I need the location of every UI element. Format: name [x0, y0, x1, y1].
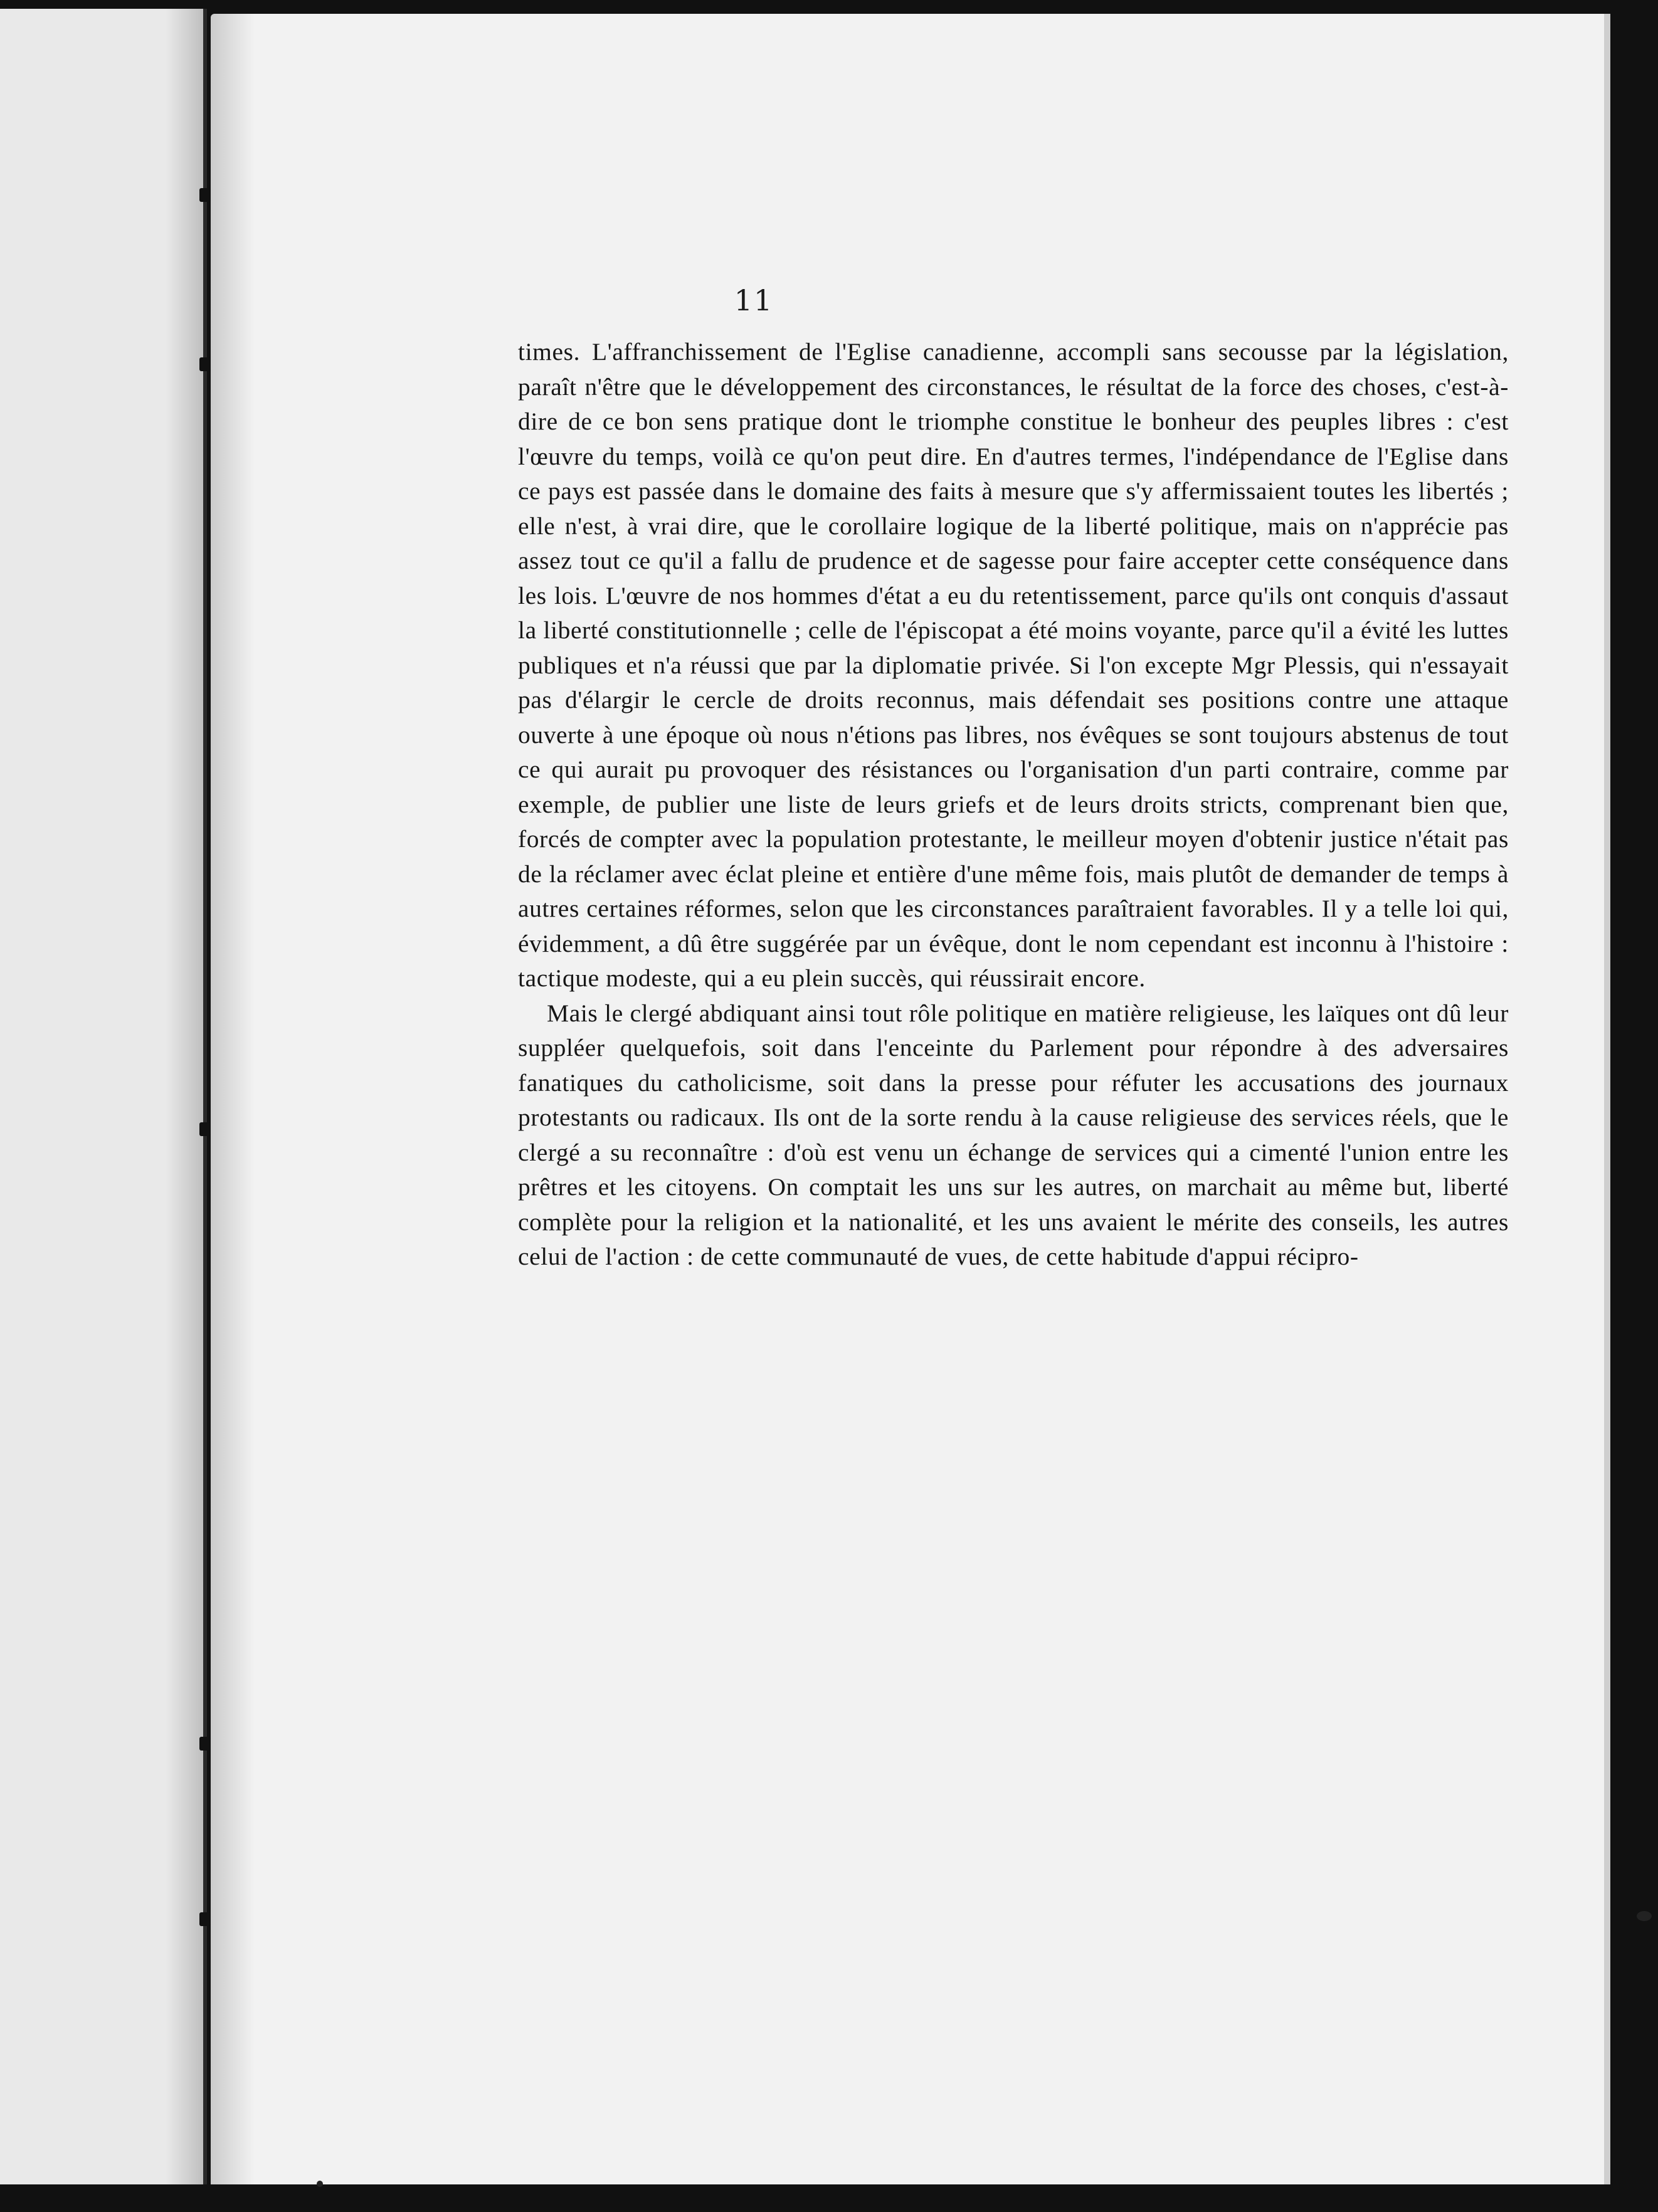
- scan-speck: [317, 2181, 323, 2187]
- book-page: [211, 14, 1610, 2184]
- page-right-edge: [1604, 14, 1610, 2184]
- binding-mark: [199, 1912, 211, 1926]
- page-gutter-shadow: [211, 14, 255, 2184]
- left-facing-page: [0, 9, 207, 2184]
- binding-mark: [199, 188, 211, 202]
- binding-mark: [199, 357, 211, 371]
- binding-mark: [199, 1122, 211, 1136]
- left-page-shadow: [166, 9, 203, 2184]
- paragraph: times. L'affranchissement de l'Eglise canadienne, accompli sans secousse par la législation, paraît n'être que le développement des circonstances, le résultat de la force des choses, c'est-à-dire de ce bon sens pratique dont le triomphe constitue le bonheur des peuples libres : c'est l'œuvre du temps, voilà ce qu'on peut dire. En d'autres termes, l'indépendance de l'Eglise dans ce pays est passée dans le domaine des faits à mesure que s'y affermissaient toutes les libertés ; elle n'est, à vrai dire, que le corollaire logique de la liberté politique, mais on n'apprécie pas assez tout ce qu'il a fallu de prudence et de sagesse pour faire accepter cette conséquence dans les lois. L'œuvre de nos hommes d'état a eu du retentissement, parce qu'ils ont conquis d'assaut la liberté constitutionnelle ; celle de l'épiscopat a été moins voyante, parce qu'il a évité les luttes publiques et n'a réussi que par la diplomatie privée. Si l'on excepte Mgr Plessis, qui n'essayait pas d'élargir le cercle de droits reconnus, mais défendait ses positions contre une attaque ouverte à une époque où nous n'étions pas libres, nos évêques se sont toujours abstenus de tout ce qui aurait pu provoquer des résistances ou l'organisation d'un parti contraire, comme par exemple, de publier une liste de leurs griefs et de leurs droits stricts, comprenant bien que, forcés de compter avec la population protestante, le meilleur moyen d'obtenir justice n'était pas de la réclamer avec éclat pleine et entière d'une même fois, mais plutôt de demander de temps à autres certaines réformes, selon que les circonstances paraîtraient favorables. Il y a telle loi qui, évidemment, a dû être suggérée par un évêque, dont le nom cependant est inconnu à l'histoire : tactique modeste, qui a eu plein succès, qui réussirait encore.: [518, 338, 1509, 992]
- body-text: [518, 335, 1509, 1275]
- page-number: 11: [734, 283, 774, 317]
- scan-speck: [1637, 1911, 1652, 1921]
- binding-mark: [199, 1737, 211, 1751]
- paragraph: Mais le clergé abdiquant ainsi tout rôle politique en matière religieuse, les laïques ont dû leur suppléer quelquefois, soit dans l'enceinte du Parlement pour répondre à des adversaires fanatiques du catholicisme, soit dans la presse pour réfuter les accusations des journaux protestants ou radicaux. Ils ont de la sorte rendu à la cause religieuse des services réels, que le clergé a su reconnaître : d'où est venu un échange de services qui a cimenté l'union entre les prêtres et les citoyens. On comptait les uns sur les autres, on marchait au même but, liberté complète pour la religion et la nationalité, et les uns avaient le mérite des conseils, les autres celui de l'action : de cette communauté de vues, de cette habitude d'appui récipro-: [518, 999, 1509, 1270]
